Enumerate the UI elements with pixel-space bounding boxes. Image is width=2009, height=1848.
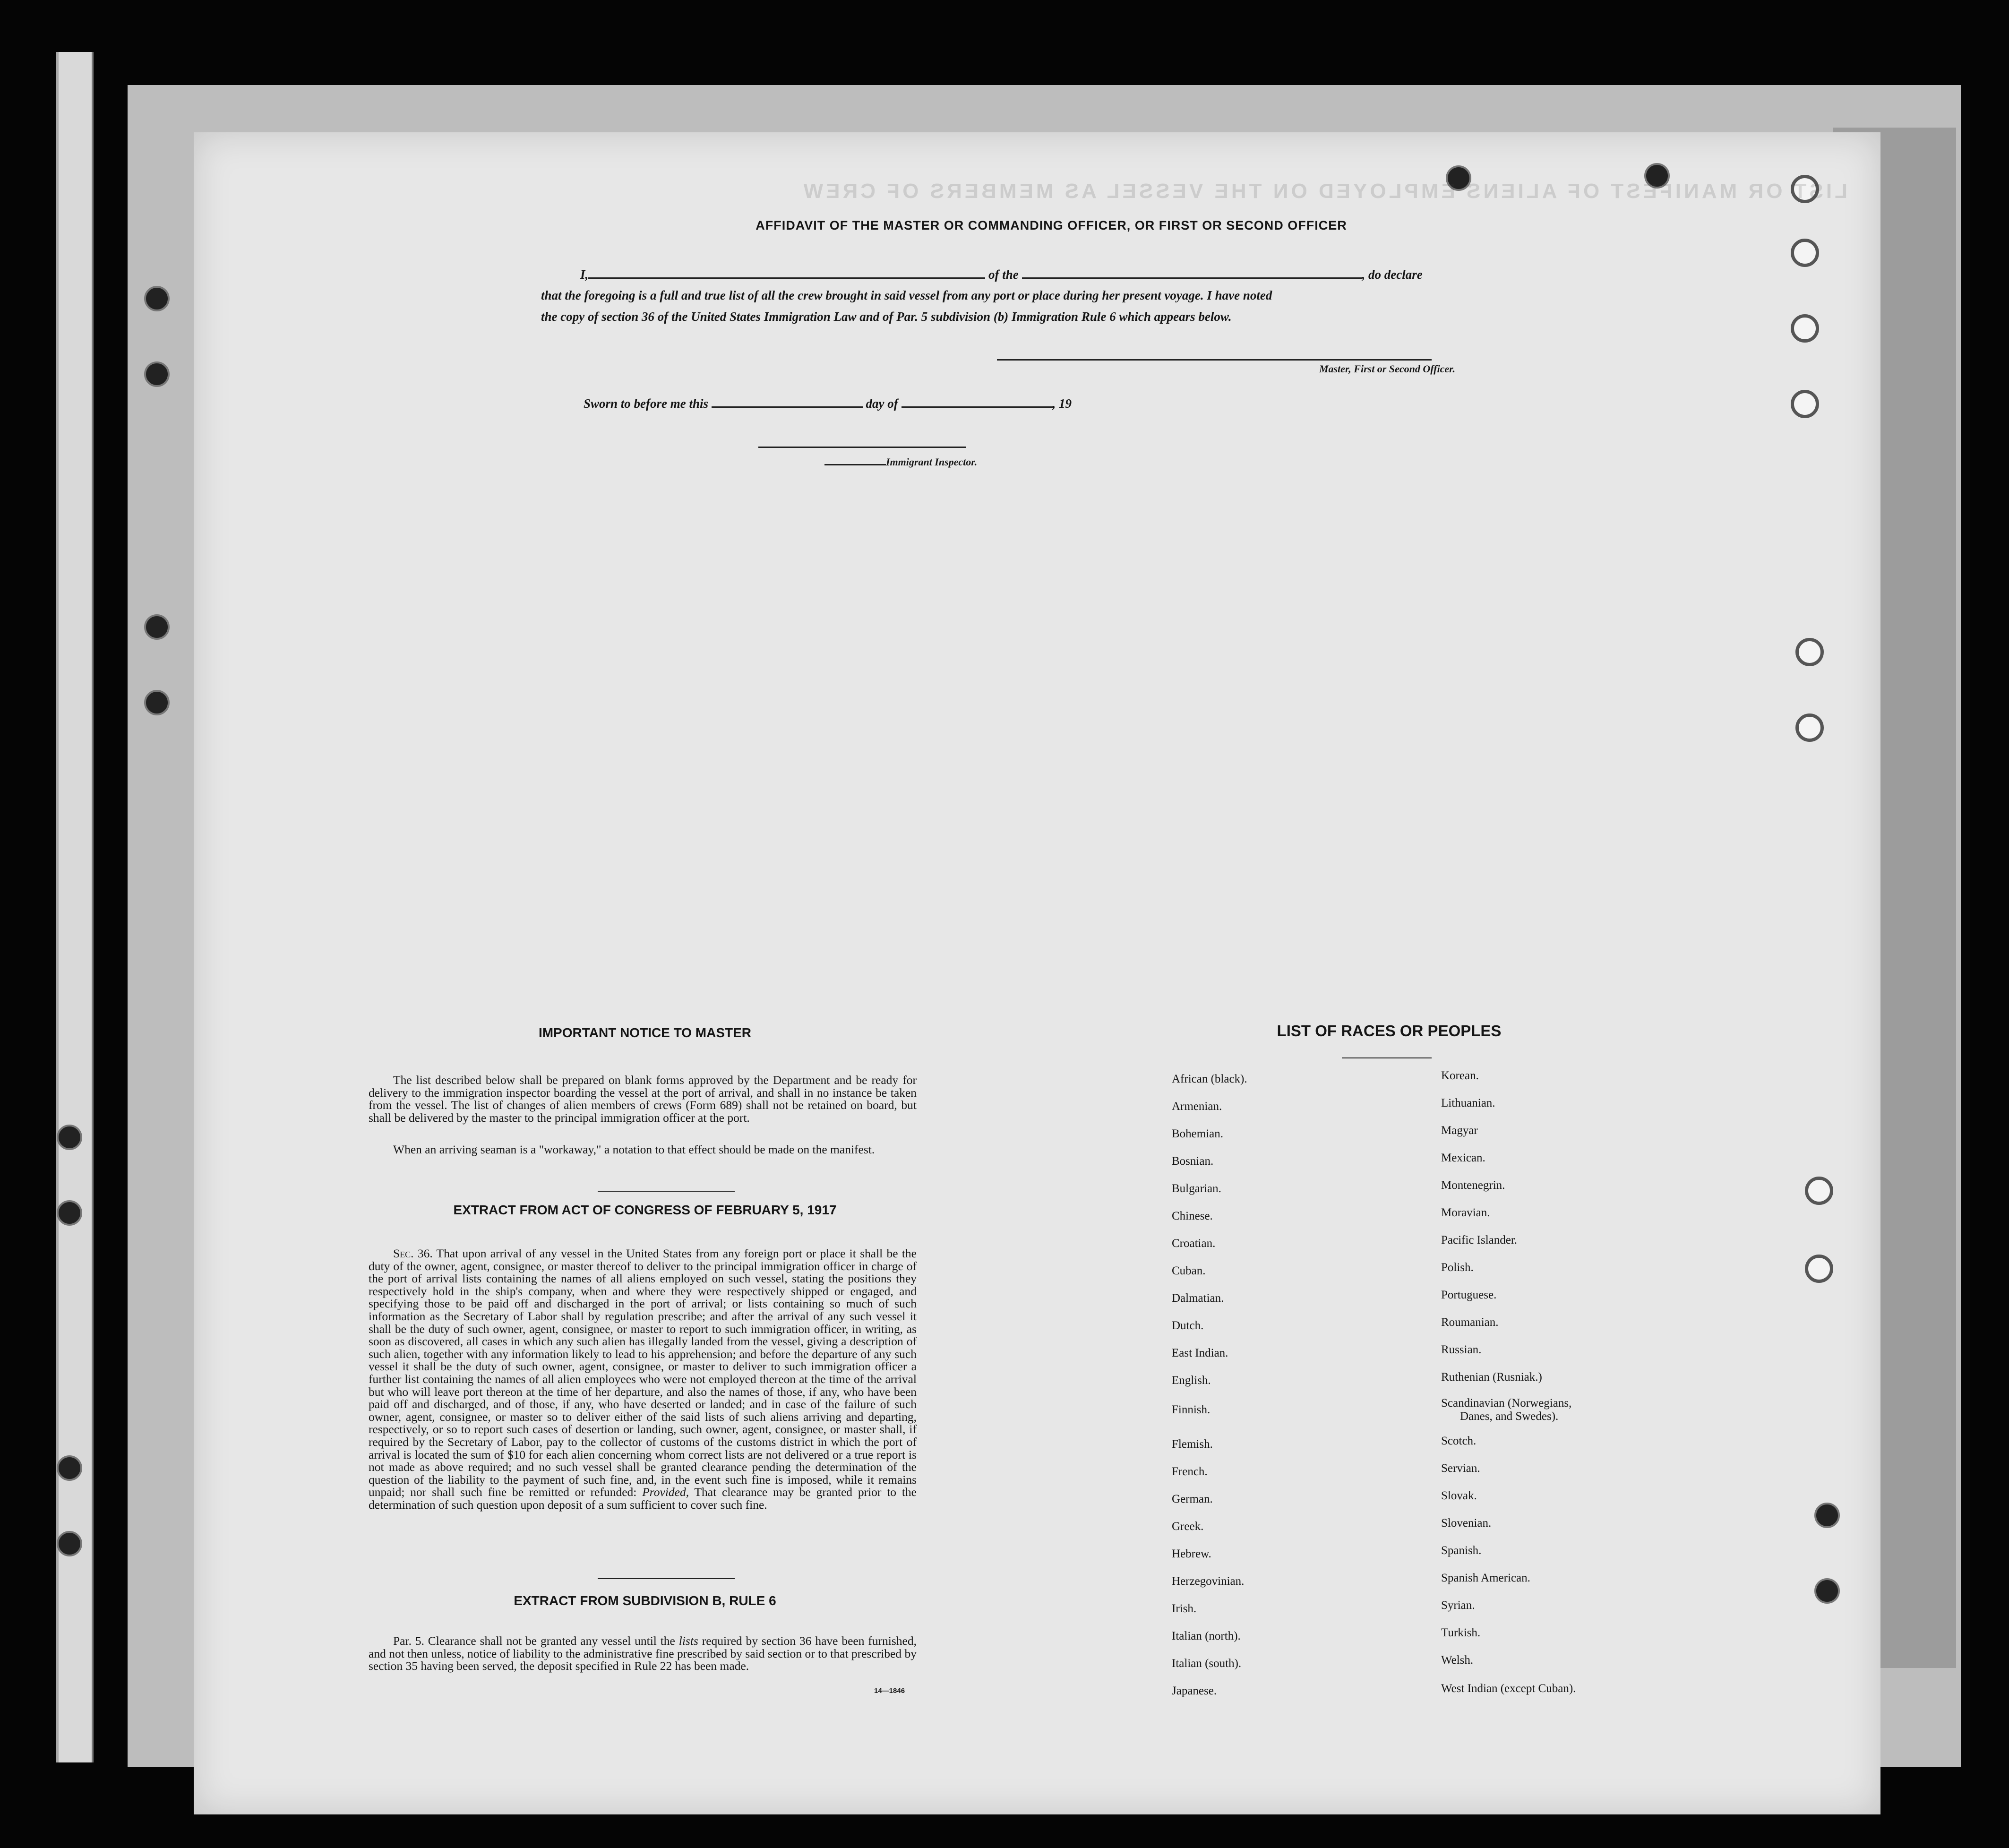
- race-item: Scandinavian (Norwegians,: [1441, 1397, 1572, 1410]
- race-item: Cuban.: [1172, 1264, 1206, 1277]
- inspector-signature-line[interactable]: [758, 447, 966, 448]
- race-item: Armenian.: [1172, 1100, 1222, 1113]
- race-item: German.: [1172, 1493, 1213, 1505]
- notice-para-1: The list described below shall be prepared on blank forms approved by the Department and be ready for delivery to the immigration inspector boarding the vessel at the port of arrival, and shall in no instance be taken from the vessel. The list of changes of alien members of crews (Form 689) shall not be retained on board, but shall be delivered by the master to the principal immigration officer at the port.: [369, 1073, 917, 1125]
- master-name-field[interactable]: [588, 267, 985, 279]
- lists-word: lists: [678, 1634, 698, 1648]
- race-item: Syrian.: [1441, 1599, 1475, 1612]
- extract-act-text: [369, 1247, 917, 1511]
- extract-rule-title: EXTRACT FROM SUBDIVISION B, RULE 6: [514, 1593, 776, 1608]
- race-item: French.: [1172, 1465, 1208, 1478]
- race-item: Hebrew.: [1172, 1547, 1211, 1560]
- vessel-name-field[interactable]: [1022, 267, 1362, 279]
- punch-hole: [57, 1531, 82, 1556]
- sworn-date-field[interactable]: [712, 396, 863, 408]
- race-item: African (black).: [1172, 1073, 1247, 1085]
- race-item: West Indian (except Cuban).: [1441, 1682, 1576, 1695]
- race-item: Russian.: [1441, 1343, 1482, 1356]
- section-36-text-end: That clearance may be granted prior to the determination of such question upon deposit of a sum sufficient to cover such fine.: [369, 1485, 917, 1512]
- year-label: , 19: [1052, 396, 1072, 411]
- race-item: Spanish.: [1441, 1544, 1482, 1557]
- binder-strip: [56, 52, 94, 1762]
- punch-hole: [1791, 239, 1819, 267]
- extract-rule-text: Par. 5. Clearance shall not be granted any vessel until the lists required by section 36 have been furnished, and not then unless, notice of liability to the administrative fine prescribed by said section or to that prescribed by section 35 having been served, the deposit specified in Rule 22 has been made.: [369, 1634, 917, 1673]
- signature-label: Master, First or Second Officer.: [1319, 363, 1455, 375]
- race-item: Portuguese.: [1441, 1289, 1497, 1301]
- race-item: Greek.: [1172, 1520, 1204, 1533]
- bleed-through-title: LIST OR MANIFEST OF ALIENS EMPLOYED ON THE VESSEL AS MEMBERS OF CREW: [800, 180, 1847, 203]
- section-36-text: That upon arrival of any vessel in the United States from any foreign port or place it shall be the duty of the owner, agent, consignee, or master thereof to deliver to the principal immigration officer in charge of the port of arrival lists containing the names of all aliens employed on such vessel, stating the positions they respectively hold in the ship's company, when and where they were respectively shipped or engaged, and specifying those to be paid off and discharged in the port of arrival; or lists containing so much of such information as the Secretary of Labor shall by regulation prescribe; and after the arrival of any such vessel it shall be the duty of such owner, agent, consignee, or master to report to such immigration officer, in writing, as soon as discovered, all cases in which any such alien has illegally landed from the vessel, giving a description of such alien, together with any information likely to lead to his apprehension; and before the departure of any such vessel it shall be the duty of such owner, agent, consignee, or master to deliver to such immigration officer a further list containing the names of all alien employees who were not employed thereon at the time of the arrival but who will leave port thereon at the time of her departure, and also the names of those, if any, who have been paid off and discharged, and of those, if any, who have deserted or landed; and in case of the failure of such owner, agent, consignee, or master so to deliver either of the said lists of such aliens arriving and departing, respectively, or so to report such cases of desertion or landing, such owner, agent, consignee, or master shall, if required by the Secretary of Labor, pay to the collector of customs of the customs district in which the port of arrival is located the sum of $10 for each alien concerning whom correct lists are not delivered or a true report is not made as above required; and no such vessel shall be granted clearance pending the determination of the question of the liability to the payment of such fine, and, in the event such fine is imposed, while it remains unpaid; nor shall such fine be remitted or refunded:: [369, 1246, 917, 1499]
- race-item: English.: [1172, 1374, 1211, 1387]
- document-page: [194, 132, 1880, 1814]
- signature-line[interactable]: [997, 359, 1432, 361]
- race-item: Spanish American.: [1441, 1572, 1530, 1584]
- extract-act-title: EXTRACT FROM ACT OF CONGRESS OF FEBRUARY 5, 1917: [453, 1203, 837, 1217]
- punch-hole: [144, 286, 170, 311]
- sworn-line: [584, 396, 1150, 411]
- race-item: Bulgarian.: [1172, 1182, 1221, 1195]
- provided-word: Provided,: [642, 1485, 689, 1499]
- race-item: Dalmatian.: [1172, 1292, 1224, 1305]
- races-divider: [1342, 1057, 1432, 1058]
- race-item: Lithuanian.: [1441, 1097, 1495, 1109]
- punch-hole: [144, 690, 170, 715]
- punch-hole: [144, 614, 170, 640]
- race-item: Welsh.: [1441, 1654, 1474, 1667]
- race-item: Slovak.: [1441, 1489, 1477, 1502]
- race-item: Italian (south).: [1172, 1657, 1242, 1670]
- race-item: Moravian.: [1441, 1206, 1490, 1219]
- race-item: Herzegovinian.: [1172, 1575, 1245, 1588]
- race-item: Flemish.: [1172, 1438, 1213, 1451]
- race-item: Danes, and Swedes).: [1460, 1410, 1559, 1423]
- punch-hole: [1791, 390, 1819, 418]
- punch-hole: [144, 361, 170, 387]
- affidavit-line-3: the copy of section 36 of the United States Immigration Law and of Par. 5 subdivision (b) Immigration Rule 6 which appears below.: [541, 309, 1232, 324]
- race-item: Montenegrin.: [1441, 1179, 1505, 1192]
- punch-hole: [57, 1200, 82, 1226]
- section-divider: [598, 1191, 735, 1192]
- punch-hole: [1795, 713, 1824, 742]
- sworn-month-field[interactable]: [901, 396, 1053, 408]
- race-item: Finnish.: [1172, 1403, 1211, 1416]
- section-label: Sec. 36.: [393, 1246, 433, 1260]
- punch-hole: [1795, 638, 1824, 666]
- affidavit-line-2: that the foregoing is a full and true list of all the crew brought in said vessel from any port or place during her present voyage. I have noted: [541, 288, 1272, 302]
- sworn-label: Sworn to before me this: [584, 396, 709, 411]
- race-item: Chinese.: [1172, 1210, 1213, 1222]
- notice-para-2: When an arriving seaman is a "workaway," a notation to that effect should be made on the manifest.: [393, 1143, 875, 1156]
- punch-hole: [1814, 1503, 1840, 1528]
- race-item: Servian.: [1441, 1462, 1480, 1475]
- race-item: Dutch.: [1172, 1319, 1204, 1332]
- race-item: Croatian.: [1172, 1237, 1216, 1250]
- race-item: Magyar: [1441, 1124, 1478, 1137]
- race-item: Slovenian.: [1441, 1517, 1492, 1530]
- races-title: LIST OF RACES OR PEOPLES: [1277, 1022, 1502, 1040]
- race-item: Ruthenian (Rusniak.): [1441, 1371, 1542, 1384]
- form-number: 14—1846: [874, 1687, 905, 1695]
- race-item: Korean.: [1441, 1069, 1479, 1082]
- i-label: I,: [580, 267, 589, 282]
- race-item: East Indian.: [1172, 1347, 1228, 1359]
- notice-title: IMPORTANT NOTICE TO MASTER: [538, 1025, 752, 1040]
- race-item: Pacific Islander.: [1441, 1234, 1518, 1246]
- inspector-label: Immigrant Inspector.: [824, 456, 1013, 468]
- race-item: Irish.: [1172, 1602, 1197, 1615]
- declare-label: , do declare: [1362, 267, 1423, 282]
- of-the-label: of the: [988, 267, 1019, 282]
- race-item: Scotch.: [1441, 1435, 1477, 1447]
- race-item: Mexican.: [1441, 1152, 1485, 1164]
- race-item: Bosnian.: [1172, 1155, 1214, 1168]
- punch-hole: [57, 1125, 82, 1150]
- day-of-label: day of: [866, 396, 898, 411]
- affidavit-declaration-line: [580, 267, 1454, 282]
- section-divider: [598, 1578, 735, 1579]
- race-item: Italian (north).: [1172, 1630, 1241, 1642]
- punch-hole: [1791, 314, 1819, 343]
- punch-hole: [1805, 1255, 1833, 1283]
- punch-hole: [1814, 1578, 1840, 1604]
- race-item: Japanese.: [1172, 1685, 1217, 1697]
- affidavit-title: AFFIDAVIT OF THE MASTER OR COMMANDING OFFICER, OR FIRST OR SECOND OFFICER: [756, 218, 1347, 232]
- race-item: Roumanian.: [1441, 1316, 1499, 1329]
- punch-hole: [57, 1455, 82, 1481]
- race-item: Polish.: [1441, 1261, 1474, 1274]
- race-item: Turkish.: [1441, 1626, 1481, 1639]
- race-item: Bohemian.: [1172, 1127, 1224, 1140]
- punch-hole: [1805, 1177, 1833, 1205]
